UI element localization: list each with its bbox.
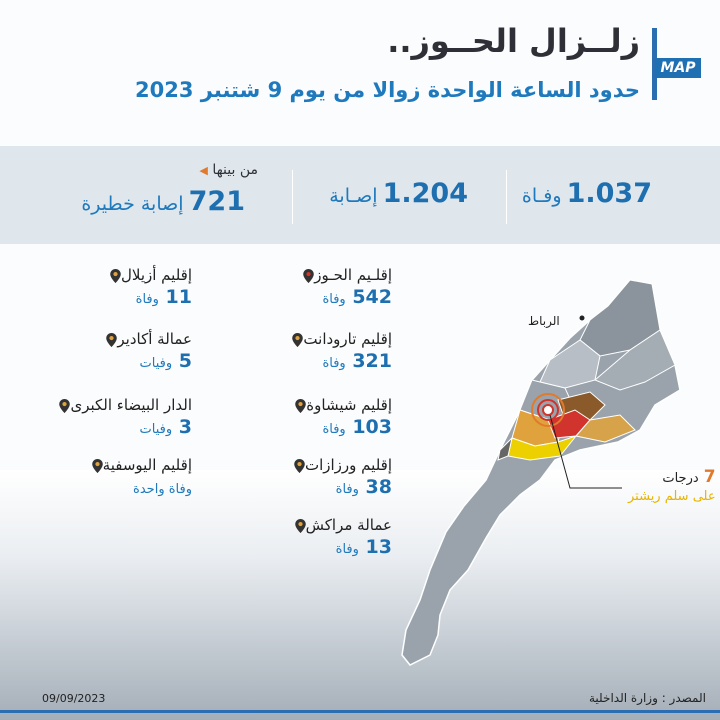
epicenter-marker-icon xyxy=(543,405,553,415)
date-label: 09/09/2023 xyxy=(42,692,106,705)
location-pin-icon xyxy=(106,333,117,347)
location-pin-icon xyxy=(294,459,305,473)
deaths-label: وفـاة xyxy=(521,185,562,207)
province-item: عمالة مراكش 13 وفاة xyxy=(291,516,392,558)
location-pin-icon xyxy=(303,269,314,283)
triangle-icon: ◀ xyxy=(199,164,208,177)
location-pin-icon xyxy=(110,269,121,283)
magnitude-unit: درجات xyxy=(662,471,699,486)
serious-value: 721 xyxy=(188,186,245,217)
province-item: إقليم ورزازات 38 وفاة xyxy=(290,456,392,498)
source-label: المصدر : وزارة الداخلية xyxy=(589,691,706,705)
magnitude-callout xyxy=(628,467,716,504)
injuries-value: 1.204 xyxy=(382,178,468,209)
page-subtitle: حدود الساعة الواحدة زوالا من يوم 9 شتنبر 2023 xyxy=(135,78,640,102)
footer-line xyxy=(0,710,720,713)
deaths-stat xyxy=(522,178,652,209)
province-item: عمالة أكادير 5 وفيات xyxy=(102,330,192,372)
magnitude-scale: على سلم ريشتر xyxy=(628,489,716,504)
location-pin-icon xyxy=(92,459,103,473)
magnitude-value: 7 xyxy=(703,467,716,487)
province-item: إقليم أزيلال 11 وفاة xyxy=(106,266,192,308)
injuries-label: إصـابة xyxy=(329,185,378,207)
capital-label: الرباط xyxy=(528,314,560,328)
province-item: إقليم شيشاوة 103 وفاة xyxy=(291,396,392,438)
location-pin-icon xyxy=(292,333,303,347)
province-item: إقلـيم الحـوز 542 وفاة xyxy=(299,266,392,308)
province-item: إقليم تارودانت 321 وفاة xyxy=(288,330,392,372)
page-title: زلــزال الحــوز.. xyxy=(387,22,640,60)
capital-dot xyxy=(580,316,585,321)
location-pin-icon xyxy=(295,399,306,413)
serious-injuries-stat xyxy=(81,186,245,217)
stats-divider xyxy=(506,170,507,224)
among-them-label: من بينها ◀ xyxy=(199,162,258,178)
location-pin-icon xyxy=(59,399,70,413)
deaths-value: 1.037 xyxy=(566,178,652,209)
location-pin-icon xyxy=(295,519,306,533)
stats-divider xyxy=(292,170,293,224)
injuries-stat xyxy=(329,178,468,209)
map-logo: MAP xyxy=(655,58,701,78)
province-item: إقليم اليوسفية وفاة واحدة xyxy=(88,456,192,498)
province-item: الدار البيضاء الكبرى 3 وفيات xyxy=(55,396,192,438)
serious-label: إصابة خطيرة xyxy=(81,193,184,215)
